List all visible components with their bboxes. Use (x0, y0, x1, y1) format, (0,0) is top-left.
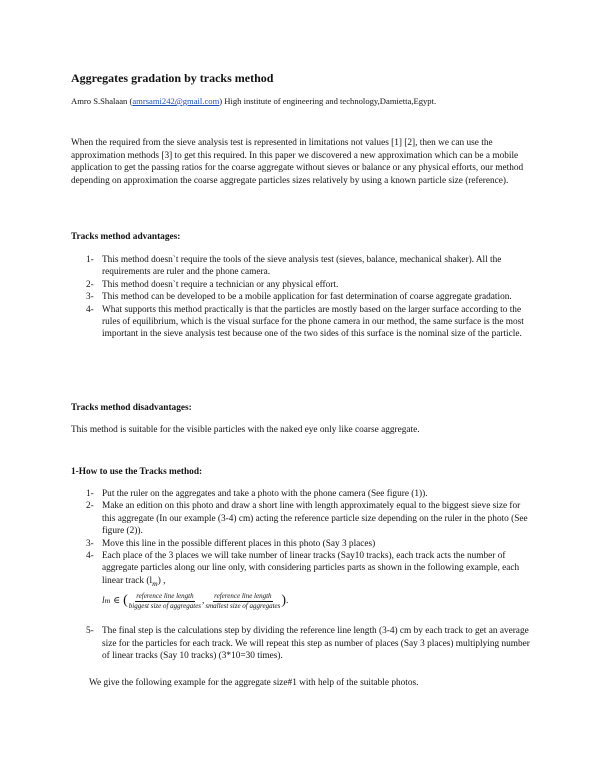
track-formula: l m ∈ ( $\frac{\text{reference line length}}{\text{biggest size of aggregates}}$ , $\frac{\text{reference line length}}{\text{smallest size of aggregates}}$ ) . (102, 592, 289, 611)
fraction-smallest: $\frac{\text{reference line length}}{\text{smallest size of aggregates}}$ (205, 592, 281, 611)
list-item: 2- Make an edition on this photo and draw a short line with length approximately equal to the biggest sieve size for this aggregate (In our example (3-4) cm) acting the reference particle size depending on the ruler in the photo (See figure (2)). (86, 501, 528, 537)
paper-title: Aggregates gradation by tracks method (71, 71, 274, 85)
list-item: 3- This method can be developed to be a mobile application for fast determination of coarse aggregate gradation. (86, 292, 512, 303)
list-item: 4- Each place of the 3 places we will take number of linear tracks (Say10 tracks), each track acts the number of aggregate particles along our line only, with considering particles parts as shown in the following example, each linear track $(l_m)$ , l m ∈ ( $\frac{\text{reference line length}}{\text{biggest size of aggregates}}$ , $\frac{\text{reference line length}}{\text{smallest size of aggregates}}$ ) . (71, 550, 536, 611)
howto-heading: 1-How to use the Tracks method: (71, 467, 203, 477)
list-item: 5- The final step is the calculations step by dividing the reference line length (3-4) cm by each track to get an average size for the particles for each track. We will repeat this step as number of places (Say 3 places) multiplying number of linear tracks (Say 10 tracks) (3*10=30 times). (86, 626, 530, 661)
author-email-link[interactable]: amrsami242@gmail.com (132, 96, 220, 106)
advantages-list (71, 254, 536, 341)
closing-paragraph: We give the following example for the aggregate size#1 with help of the suitable photos. (89, 678, 419, 688)
list-item: 3- Move this line in the possible different places in this photo (Say 3 places) (86, 538, 376, 549)
author-affiliation: ) High institute of engineering and technology,Damietta,Egypt. (219, 96, 437, 106)
list-item: 4- What supports this method practically is that the particles are mostly based on the larger surface according to the rules of equilibrium, which is the visual surface for the phone camera in our method, the same surface is the most important in the sieve analysis test because one of the two sides of this surface is the nominal size of the particle. (86, 304, 524, 340)
list-item: 1- Put the ruler on the aggregates and take a photo with the phone camera (See figure (1)). (86, 489, 428, 499)
list-item: 1- This method doesn`t require the tools of the sieve analysis test (sieves, balance, mechanical shaker). All the requirements are ruler and the phone camera. (86, 255, 502, 278)
author-name: Amro S.Shalaan ( (71, 96, 133, 106)
disadvantages-text: This method is suitable for the visible particles with the naked eye only like coarse aggregate. (71, 425, 420, 435)
list-item: 2- This method doesn`t require a technician or any physical effort. (86, 279, 339, 290)
advantages-heading: Tracks method advantages: (71, 232, 181, 242)
fraction-biggest: $\frac{\text{reference line length}}{\text{biggest size of aggregates}}$ (128, 592, 202, 611)
disadvantages-heading: Tracks method disadvantages: (71, 403, 192, 413)
abstract-paragraph: When the required from the sieve analysis test is represented in limitations not values [1] [2], then we can use the approximation methods [3] to get this required. In this paper we discovered a new approximation which can be a mobile application to get the passing ratios for the coarse aggregate without sieves or balance or any physical efforts, our method depending on approximation the coarse aggregate particles sizes relatively by using a known particle size (reference). (71, 138, 524, 186)
author-line (71, 96, 436, 106)
howto-list (71, 488, 536, 662)
